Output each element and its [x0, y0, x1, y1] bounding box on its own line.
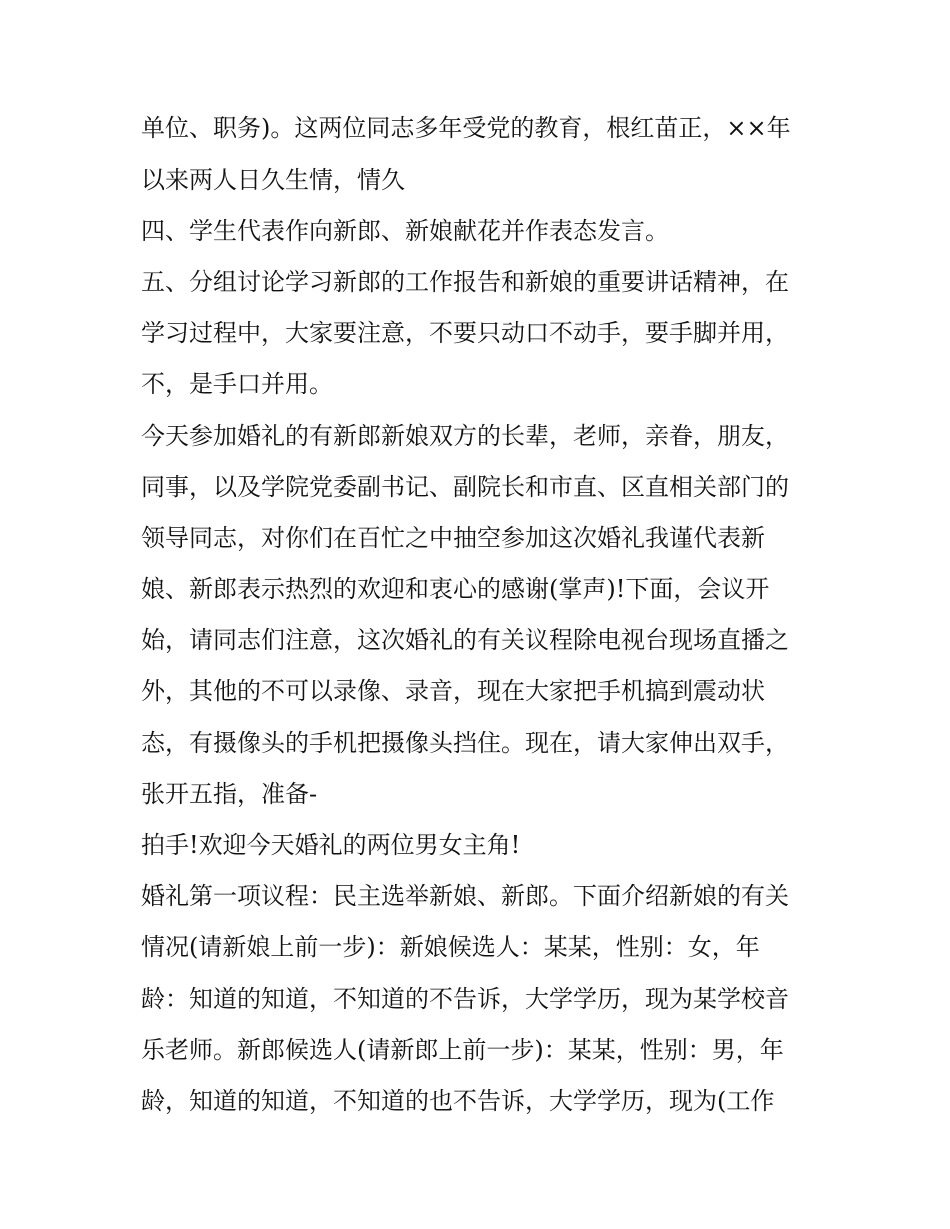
paragraph-line: 情况(请新娘上前一步)：新娘候选人：某某，性别：女，年 [141, 933, 760, 961]
paragraph-line: 五、分组讨论学习新郎的工作报告和新娘的重要讲话精神，在 [141, 268, 789, 296]
paragraph-line: 龄：知道的知道，不知道的不告诉，大学学历，现为某学校音 [141, 985, 789, 1013]
paragraph-line: 乐老师。新郎候选人(请新郎上前一步)：某某，性别：男，年 [141, 1036, 784, 1064]
paragraph-line: 娘、新郎表示热烈的欢迎和衷心的感谢(掌声)!下面，会议开 [141, 575, 770, 603]
paragraph-line: 态，有摄像头的手机把摄像头挡住。现在，请大家伸出双手， [141, 729, 789, 757]
paragraph-line: 单位、职务)。这两位同志多年受党的教育，根红苗正，××年 [141, 114, 791, 142]
paragraph-line: 今天参加婚礼的有新郎新娘双方的长辈，老师，亲眷，朋友， [141, 422, 789, 450]
paragraph-line: 以来两人日久生情，情久 [141, 166, 405, 194]
paragraph-line: 始，请同志们注意，这次婚礼的有关议程除电视台现场直播之 [141, 626, 789, 654]
paragraph-line: 同事，以及学院党委副书记、副院长和市直、区直相关部门的 [141, 473, 789, 501]
paragraph-line: 龄，知道的知道，不知道的也不告诉，大学学历，现为(工作 [141, 1087, 775, 1115]
paragraph-line: 拍手!欢迎今天婚礼的两位男女主角! [141, 831, 521, 859]
paragraph-line: 外，其他的不可以录像、录音，现在大家把手机搞到震动状 [141, 677, 765, 705]
paragraph-line: 不，是手口并用。 [141, 370, 333, 398]
paragraph-line: 学习过程中，大家要注意，不要只动口不动手，要手脚并用， [141, 319, 789, 347]
paragraph-line: 婚礼第一项议程：民主选举新娘、新郎。下面介绍新娘的有关 [141, 882, 789, 910]
paragraph-line: 四、学生代表作向新郎、新娘献花并作表态发言。 [141, 217, 669, 245]
paragraph-line: 张开五指，准备- [141, 780, 318, 808]
paragraph-line: 领导同志，对你们在百忙之中抽空参加这次婚礼我谨代表新 [141, 524, 765, 552]
